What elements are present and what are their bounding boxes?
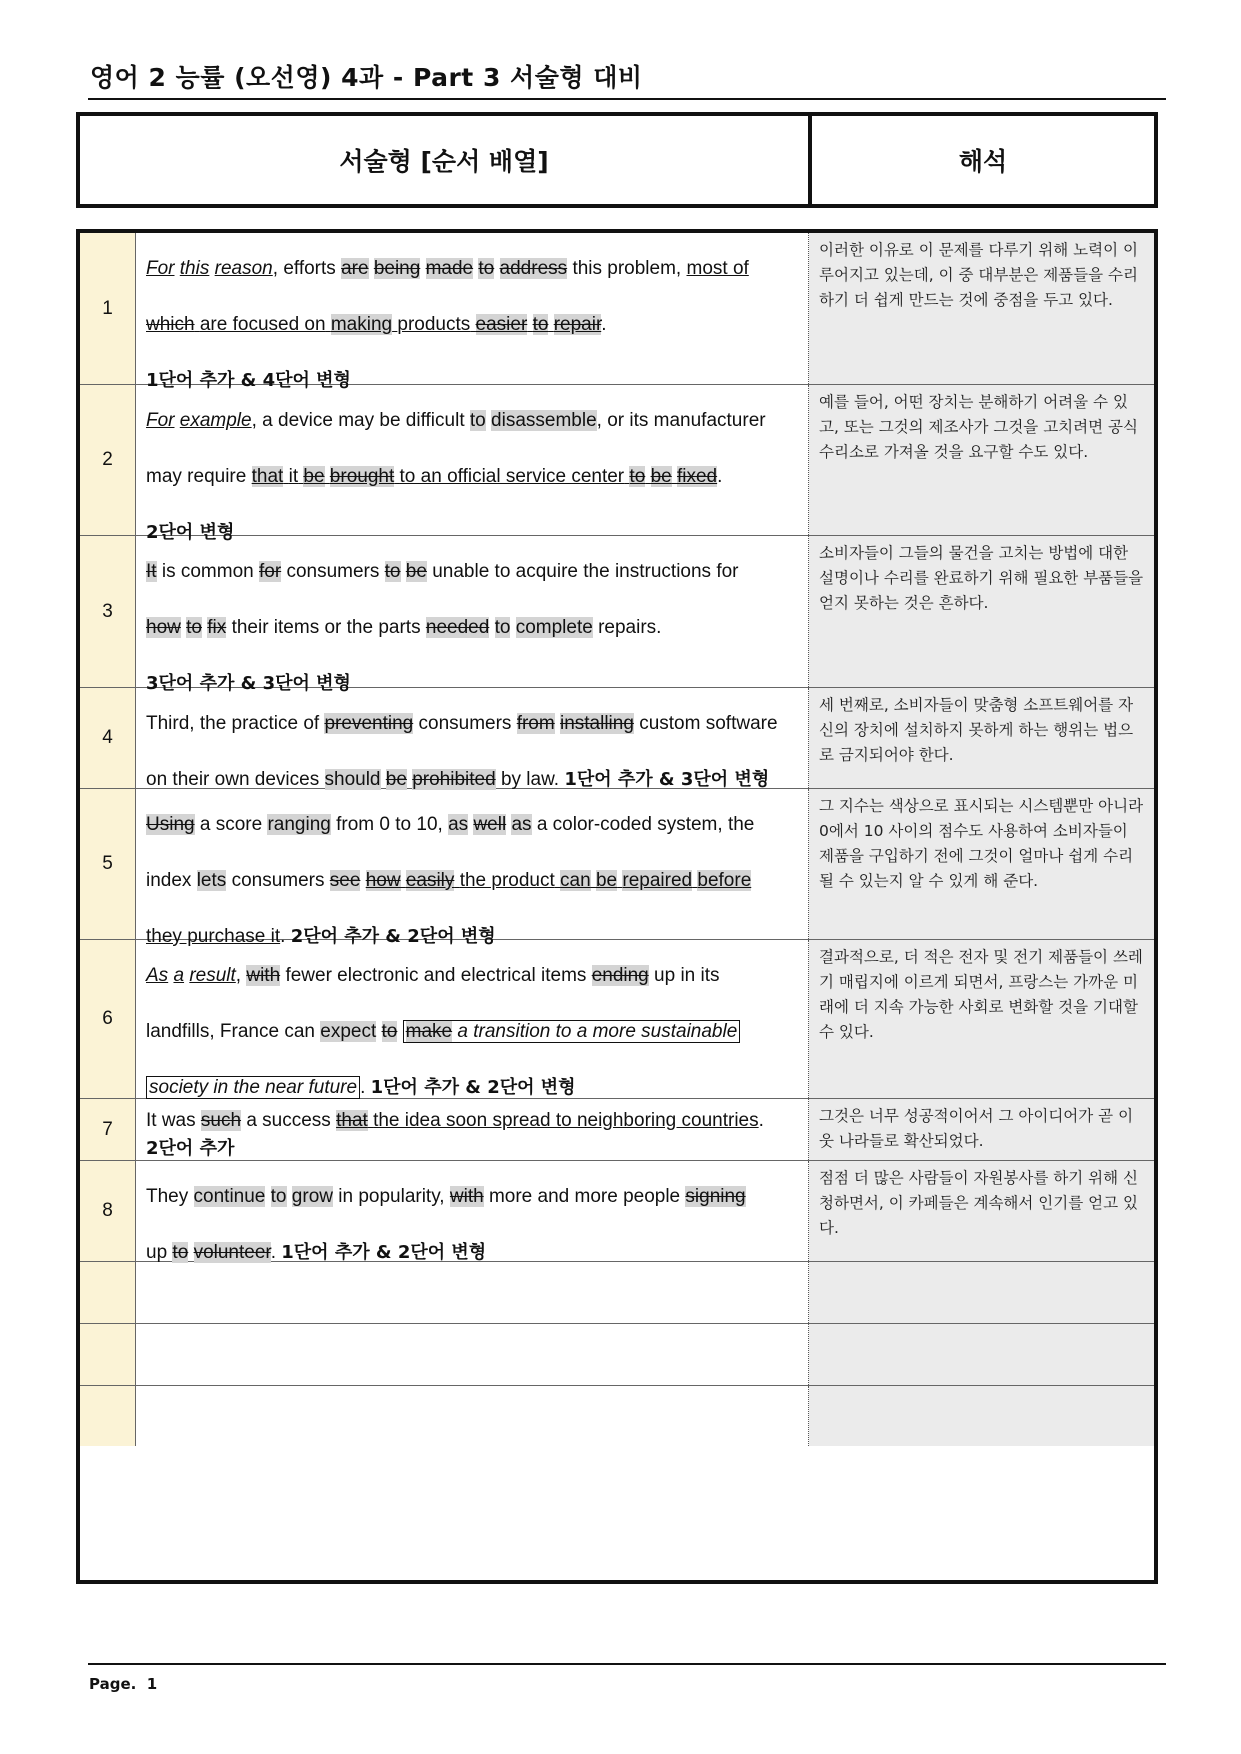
translation-cell: 소비자들이 그들의 물건을 고치는 방법에 대한 설명이나 수리를 완료하기 위해 필요한 부품들을 얻지 못하는 것은 흔하다. xyxy=(809,536,1154,687)
translation-cell: 세 번째로, 소비자들이 맞춤형 소프트웨어를 자신의 장치에 설치하지 못하게 하는 행위는 법으로 금지되어야 한다. xyxy=(809,688,1154,788)
footer-divider xyxy=(88,1663,1166,1665)
hint-text: 2단어 추가 & 2단어 변형 xyxy=(290,926,496,947)
title-divider xyxy=(88,98,1166,100)
column-header-table xyxy=(76,112,1158,208)
table-row xyxy=(80,1099,1154,1161)
empty-table-row xyxy=(80,1386,1154,1446)
row-number: 3 xyxy=(80,536,136,687)
row-number: 5 xyxy=(80,789,136,939)
empty-table-row xyxy=(80,1324,1154,1386)
sentence-cell: For example, a device may be difficult to disassemble, or its manufacturer may require that it be brought to an official service center to be fixed. 2단어 변형 xyxy=(136,385,809,535)
document-title: 영어 2 능률 (오선영) 4과 - Part 3 서술형 대비 xyxy=(90,63,643,92)
table-row xyxy=(80,940,1154,1099)
sentence-cell: For this reason, efforts are being made to address this problem, most of which are focused on making products easier to repair. 1단어 추가 & 4단어 변형 xyxy=(136,233,809,384)
table-row xyxy=(80,688,1154,789)
table-row xyxy=(80,1161,1154,1262)
translation-cell: 이러한 이유로 이 문제를 다루기 위해 노력이 이루어지고 있는데, 이 중 대부분은 제품들을 수리하기 더 쉽게 만드는 것에 중점을 두고 있다. xyxy=(809,233,1154,384)
header-english-column: 서술형 [순서 배열] xyxy=(80,116,812,204)
translation-cell xyxy=(809,1386,1154,1446)
hint-text: 1단어 추가 & 2단어 변형 xyxy=(281,1242,487,1263)
table-row xyxy=(80,233,1154,391)
row-number xyxy=(80,1262,136,1323)
sentence-cell: It is common for consumers to be unable to acquire the instructions for how to fix their items or the parts needed to complete repairs. 3단어 추가 & 3단어 변형 xyxy=(136,536,809,687)
translation-cell: 그것은 너무 성공적이어서 그 아이디어가 곧 이웃 나라들로 확산되었다. xyxy=(809,1099,1154,1160)
translation-cell xyxy=(809,1324,1154,1385)
table-row xyxy=(80,536,1154,694)
sentence-cell: As a result, with fewer electronic and electrical items ending up in its landfills, France can expect to make a transition to a more sustainable society in the near future . 1단어 추가 & 2단어 변형 xyxy=(136,940,809,1098)
page-number: Page. 1 xyxy=(89,1675,158,1693)
translation-cell: 결과적으로, 더 적은 전자 및 전기 제품들이 쓰레기 매립지에 이르게 되면서, 프랑스는 가까운 미래에 더 지속 가능한 사회로 변화할 것을 기대할 수 있다. xyxy=(809,940,1154,1098)
header-translation-column: 해석 xyxy=(958,147,1008,176)
sentence-cell xyxy=(136,1262,809,1323)
row-number xyxy=(80,1324,136,1385)
sentence-cell: They continue to grow in popularity, with more and more people signing up to volunteer. 1단어 추가 & 2단어 변형 xyxy=(136,1161,809,1261)
hint-text: 1단어 추가 & 4단어 변형 xyxy=(146,370,351,391)
exercise-table xyxy=(76,229,1158,1584)
row-number: 4 xyxy=(80,688,136,788)
translation-cell: 점점 더 많은 사람들이 자원봉사를 하기 위해 신청하면서, 이 카페들은 계속해서 인기를 얻고 있다. xyxy=(809,1161,1154,1261)
empty-table-row xyxy=(80,1262,1154,1324)
row-number xyxy=(80,1386,136,1446)
table-row xyxy=(80,789,1154,947)
row-number: 1 xyxy=(80,233,136,384)
hint-text: 2단어 추가 xyxy=(146,1138,235,1159)
row-number: 6 xyxy=(80,940,136,1098)
sentence-cell xyxy=(136,1324,809,1385)
hint-text: 1단어 추가 & 3단어 변형 xyxy=(564,769,770,790)
translation-cell: 그 지수는 색상으로 표시되는 시스템뿐만 아니라 0에서 10 사이의 점수도 사용하여 소비자들이 제품을 구입하기 전에 그것이 얼마나 쉽게 수리될 수 있는지 알 수 있게 해 준다. xyxy=(809,789,1154,939)
sentence-cell: It was such a success that the idea soon spread to neighboring countries. 2단어 추가 xyxy=(136,1099,809,1160)
row-number: 7 xyxy=(80,1099,136,1160)
hint-text: 2단어 변형 xyxy=(146,522,235,543)
sentence-cell: Using a score ranging from 0 to 10, as well as a color-coded system, the index lets consumers see how easily the product can be repaired before they purchase it. 2단어 추가 & 2단어 변형 xyxy=(136,789,809,939)
hint-text: 1단어 추가 & 2단어 변형 xyxy=(370,1077,576,1098)
table-row xyxy=(80,385,1154,543)
translation-cell xyxy=(809,1262,1154,1323)
sentence-cell: Third, the practice of preventing consumers from installing custom software on their own devices should be prohibited by law. 1단어 추가 & 3단어 변형 xyxy=(136,688,809,788)
sentence-cell xyxy=(136,1386,809,1446)
hint-text: 3단어 추가 & 3단어 변형 xyxy=(146,673,351,694)
translation-cell: 예를 들어, 어떤 장치는 분해하기 어려울 수 있고, 또는 그것의 제조사가 그것을 고치려면 공식 수리소로 가져올 것을 요구할 수도 있다. xyxy=(809,385,1154,535)
row-number: 2 xyxy=(80,385,136,535)
row-number: 8 xyxy=(80,1161,136,1261)
